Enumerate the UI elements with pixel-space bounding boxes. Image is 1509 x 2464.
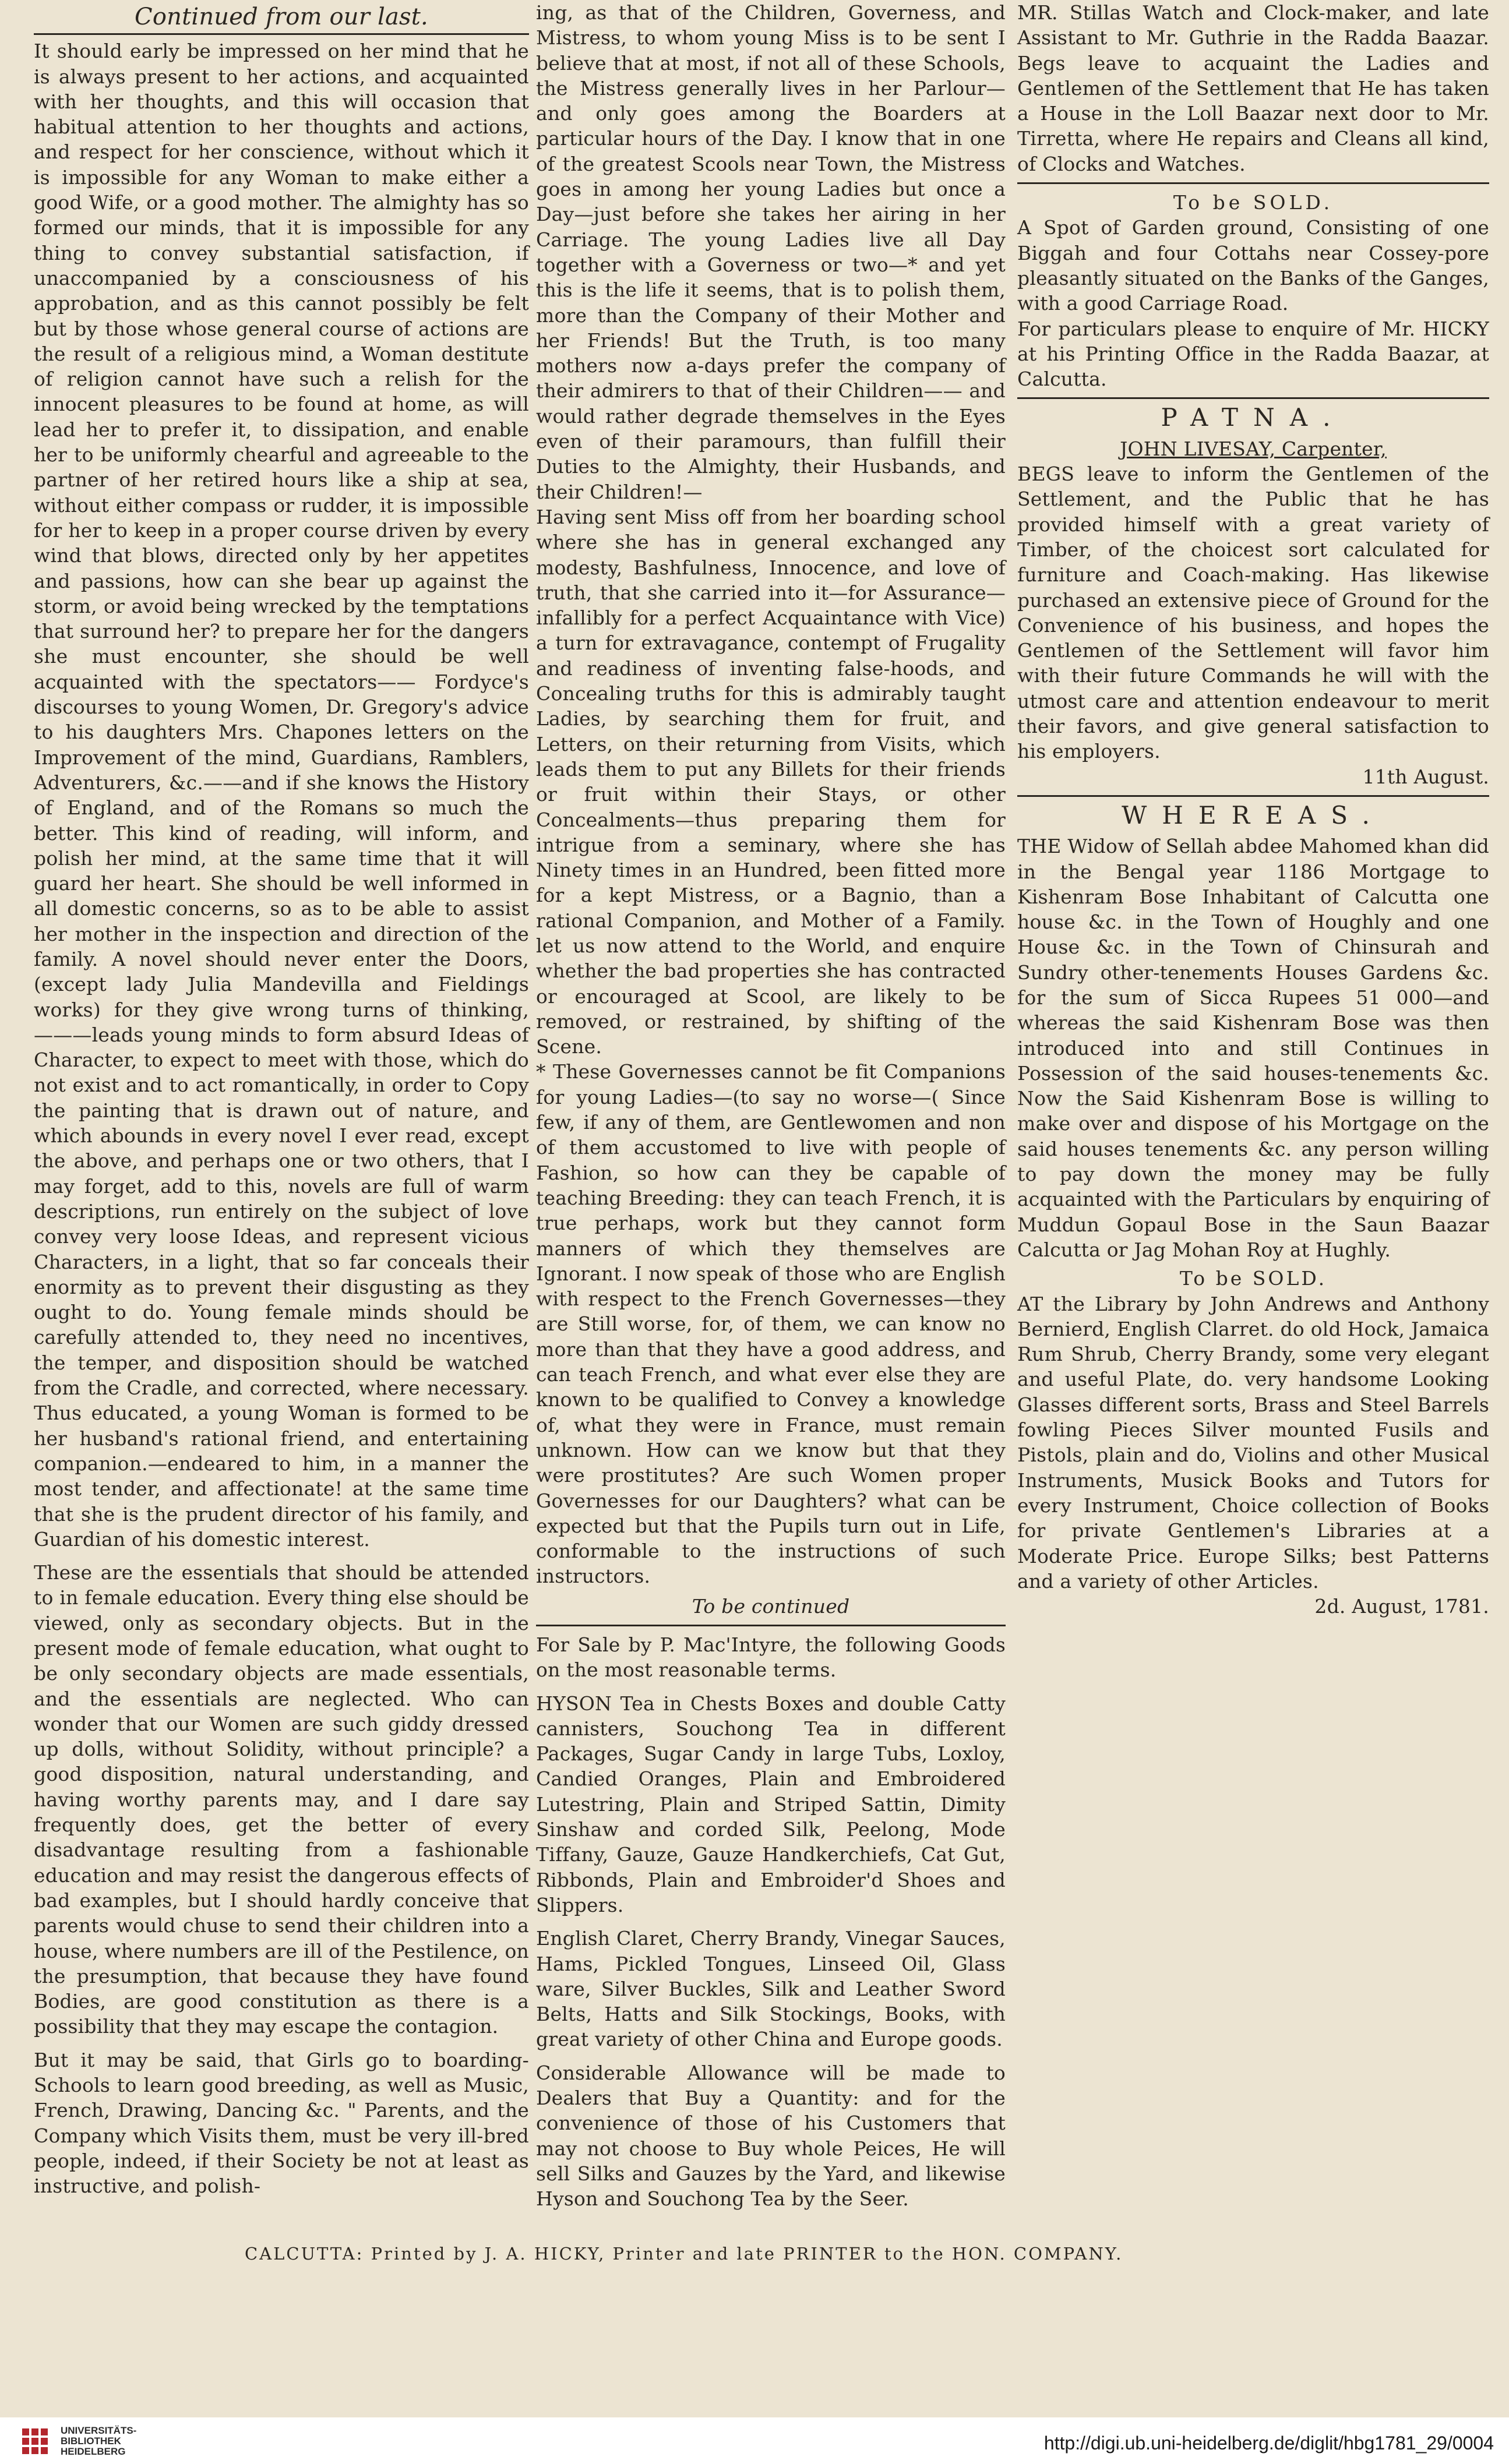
- university-library-logo-icon: [20, 2426, 50, 2456]
- ad-goods-list-2: English Claret, Cherry Brandy, Vinegar Sauces, Hams, Pickled Tongues, Linseed Oil, Glass ware, Silver Buckles, Silk and Leather Sword Belts, Hatts and Silk Stockings, Books, with great variety of other China and Europe goods.: [536, 1927, 1006, 2051]
- livesay-title: JOHN LIVESAY, Carpenter,: [1120, 437, 1387, 460]
- hicky-enquiry: For particulars please to enquire of Mr. HICKY at his Printing Office in the Radda Baazar, at Calcutta.: [1017, 317, 1489, 391]
- column-2: [536, 0, 1006, 2212]
- library-name-line: UNIVERSITÄTS-: [61, 2425, 137, 2436]
- stillas-ad: MR. Stillas Watch and Clock-maker, and late Assistant to Mr. Guthrie in the Radda Baazar. Begs leave to acquaint the Ladies and Gentlemen of the Settlement that He has taken a House in the Loll Baazar next door to Mr. Tirretta, where He repairs and Cleans all kind, of Clocks and Watches.: [1017, 1, 1489, 175]
- essay-paragraph-5: Having sent Miss off from her boarding school where she has in general exchanged any modesty, Bashfulness, Innocence, and love of truth, that she carried into it—for Assurance—infallibly for a perfect Acquaintance with Vice) a turn for extravagance, contempt of Frugality and readiness of inventing false-hoods, and Concealing truths for this is admirably taught Ladies, by searching them for fruit, and Letters, on their returning from Visits, which leads them to put any Billets for their friends or fruit within their Stays, or other Concealments—thus preparing them for intrigue from a seminary, where she has Ninety times in an Hundred, been fitted more for a kept Mistress, or a Bagnio, than a rational Companion, and Mother of a Family. let us now attend to the World, and enquire whether the bad properties she has contracted or encouraged at Scool, are likely to be removed, or restrained, by shifting of the Scene.: [536, 505, 1006, 1058]
- section-rule: [1017, 795, 1489, 797]
- whereas-heading: WHEREAS.: [1122, 800, 1385, 829]
- ad-allowance: Considerable Allowance will be made to Dealers that Buy a Quantity: and for the convenience of those of his Customers that may not choose to Buy whole Peices, He will sell Silks and Gauzes by the Yard, and likewise Hyson and Souchong Tea by the Seer.: [536, 2061, 1006, 2211]
- section-rule: [1017, 397, 1489, 399]
- essay-paragraph-2: These are the essentials that should be attended to in female education. Every thing else should be viewed, only as secondary objects. But in the present mode of female education, what ought to be only secondary objects are made essentials, and the essentials are neglected. Who can wonder that our Women are such giddy dressed up dolls, without Solidity, without principle? a good disposition, natural understanding, and having worthy parents may, and I dare say frequently does, get the better of every disadvantage resulting from a fashionable education and may resist the dangerous effects of bad examples, but I should hardly conceive that parents would chuse to send their children into a house, where numbers are ill of the Pestilence, on the presumption, that because they have found Bodies, are good constitution as there is a possibility that they may escape the contagion.: [34, 1561, 529, 2038]
- library-name: [61, 2426, 136, 2457]
- section-rule: [536, 1625, 1006, 1626]
- essay-paragraph-1: It should early be impressed on her mind that he is always present to her actions, and acquainted with her thoughts, and this will occasion that habitual attention to her thoughts and actions, and respect for her conscience, without which it is impossible for any Woman to make either a good Wife, or a good mother. The almighty has so formed our minds, that it is impossible for any thing to convey substantial satisfaction, if unaccompanied by a consciousness of his approbation, and as this cannot possibly be felt but by those whose general course of actions are the result of a religious mind, a Woman destitute of religion cannot have such a relish for the innocent pleasures to be found at home, as will lead her to prefer it, to dissipation, and enable her to be uniformly chearful and agreeable to the partner of her retired hours like a ship at sea, without either compass or rudder, it is impossible for her to keep in a proper course driven by every wind that blows, directed only by her appetites and passions, how can she bear up against the storm, or avoid being wrecked by the temptations that surround her? to prepare her for the dangers she must encounter, she should be well acquainted with the spectators—— Fordyce's discourses to young Women, Dr. Gregory's advice to his daughters Mrs. Chapones letters on the Improvement of the mind, Guardians, Ramblers, Adventurers, &c.——and if she knows the History of England, and of the Romans so much the better. This kind of reading, will inform, and polish her mind, at the same time that it will guard her heart. She should be well informed in all domestic concerns, so as to be able to assist her mother in the inspection and direction of the family. A novel should never enter the Doors, (except lady Julia Mandevilla and Fieldings works) for they give wrong turns of thinking,———leads young minds to form absurd Ideas of Character, to expect to meet with those, which do not exist and to act romantically, in order to Copy the painting that is drawn out of nature, and which abounds in every novel I ever read, except the above, and perhaps one or two others, that I may forget, add to this, novels are full of warm descriptions, run entirely on the subject of love convey very loose Ideas, and represent vicious Characters, in a light, that so far conceals their enormity as to prevent their disgusting as they ought to do. Young female minds should be carefully attended to, they need no incentives, the temper, and disposition should be watched from the Cradle, and corrected, where necessary. Thus educated, a young Woman is formed to be her husband's rational friend, and entertaining companion.—endeared to him, in a manner the most tender, and affectionate! at the same time that she is the prudent director of his family, and Guardian of his domestic interest.: [34, 40, 529, 1551]
- column-3: [1017, 0, 1489, 1619]
- library-name-line: HEIDELBERG: [61, 2446, 126, 2457]
- digitization-footer: [0, 2417, 1509, 2464]
- essay-paragraph-4: ing, as that of the Children, Governess, and Mistress, to whom young Miss is to be sent I believe that at most, if not all of these Schools, the Mistress generally lives in her Parlour—and only goes among the Boarders at particular hours of the Day. I know that in one of the greatest Scools near Town, the Mistress goes in among her young Ladies but once a Day—just before she takes her airing in her Carriage. The young Ladies live all Day together with a Governess or two—* and yet this is the life it seems, that is to polish them, more than the Company of their Mother and her Friends! But the Truth, is too many mothers now a-days prefer the company of their admirers to that of their Children—— and would rather degrade themselves in the Eyes even of their paramours, than fulfill their Duties to the Almighty, their Husbands, and their Children!—: [536, 1, 1006, 503]
- library-sale-ad: AT the Library by John Andrews and Anthony Bernierd, English Clarret. do old Hock, Jamaica Rum Shrub, Cherry Brandy, some very elegant and useful Plate, do. very handsome Looking Glasses different sorts, Brass and Steel Barrels fowling Pieces Silver mounted Fusils and Pistols, plain and do, Violins and other Musical Instruments, Musick Books and Tutors for every Instrument, Choice collection of Books for private Gentlemen's Libraries at a Moderate Price. Europe Silks; best Patterns and a variety of other Articles.: [1017, 1292, 1489, 1593]
- essay-paragraph-3: But it may be said, that Girls go to boarding-Schools to learn good breeding, as well as Music, French, Drawing, Dancing &c. " Parents, and the Company which Visits them, must be very ill-bred people, indeed, if their Society be not at least as instructive, and polish-: [34, 2048, 529, 2198]
- patna-heading: PATNA.: [1161, 403, 1346, 432]
- library-name-line: BIBLIOTHEK: [61, 2435, 121, 2447]
- footnote-paragraph: * These Governesses cannot be fit Companions for young Ladies—(to say no worse—( Since few, if any of them, are Gentlewomen and non of them accustomed to live with people of Fashion, so how can they be capable of teaching Breeding: they can teach French, it is true perhaps, work but they cannot form manners of which they themselves are Ignorant. I now speak of those who are English with respect to the French Governesses—they are Still worse, for, of them, we can know no more than that they have a good address, and can teach French, and what ever else they are known to be qualified to Convey a knowledge of, what they were in France, must remain unknown. How can we know but that they were prostitutes? Are such Women proper Governesses for our Daughters? what can be expected but that the Pupils turn out in Life, conformable to the instructions of such instructors.: [536, 1060, 1006, 1588]
- library-sale-date: 2d. August, 1781.: [1314, 1595, 1489, 1618]
- livesay-ad: BEGS leave to inform the Gentlemen of the Settlement, and the Public that he has provided himself with a great variety of Timber, of the choicest sort calculated for furniture and Coach-making. Has likewise purchased an extensive piece of Ground for the Convenience of his business, and hopes the Gentlemen of the Settlement will favor him with their future Commands he will with the utmost care and attention endeavour to merit their favors, and give general satisfaction to his employers.: [1017, 463, 1489, 763]
- ad-intro: For Sale by P. Mac'Intyre, the following Goods on the most reasonable terms.: [536, 1633, 1006, 1682]
- column-1: [34, 0, 529, 2199]
- mortgage-notice: THE Widow of Sellah abdee Mahomed khan did in the Bengal year 1186 Mortgage to Kishenram Bose Inhabitant of Calcutta one house &c. in the Town of Houghly and one House &c. in the Town of Chinsurah and Sundry other-tenements Houses Gardens &c. for the sum of Sicca Rupees 51 000—and whereas the said Kishenram Bose was then introduced into and still Continues in Possession of the said houses-tenements &c. Now the Said Kishenram Bose is willing to make over and dispose of his Mortgage on the said houses tenements &c. any person willing to pay down the money may be fully acquainted with the Particulars by enquiring of Muddun Gopaul Bose in the Saun Baazar Calcutta or Jag Mohan Roy at Hughly.: [1017, 835, 1489, 1261]
- heading-rule: [34, 33, 529, 35]
- ad-goods-list: HYSON Tea in Chests Boxes and double Catty cannisters, Souchong Tea in different Packages, Sugar Candy in large Tubs, Loxloy, Candied Oranges, Plain and Embroidered Lutestring, Plain and Striped Sattin, Dimity Sinshaw and corded Silk, Peelong, Mode Tiffany, Gauze, Gauze Handkerchiefs, Cat Gut, Ribbonds, Plain and Embroider'd Shoes and Slippers.: [536, 1692, 1006, 1916]
- to-be-sold-heading: To be SOLD.: [1173, 191, 1334, 214]
- section-rule: [1017, 182, 1489, 184]
- livesay-date: 11th August.: [1362, 765, 1489, 788]
- to-be-continued: To be continued: [692, 1594, 850, 1618]
- library-sale-heading: To be SOLD.: [1179, 1267, 1327, 1290]
- source-url-link[interactable]: http://digi.ub.uni-heidelberg.de/diglit/hbg1781_29/0004: [1043, 2433, 1494, 2454]
- printer-imprint: CALCUTTA: Printed by J. A. HICKY, Printer and late PRINTER to the HON. COMPANY.: [245, 2244, 1123, 2264]
- garden-ground-ad: A Spot of Garden ground, Consisting of one Biggah and four Cottahs near Cossey-pore pleasantly situated on the Banks of the Ganges, with a good Carriage Road.: [1017, 216, 1489, 315]
- continued-heading: Continued from our last.: [135, 3, 428, 30]
